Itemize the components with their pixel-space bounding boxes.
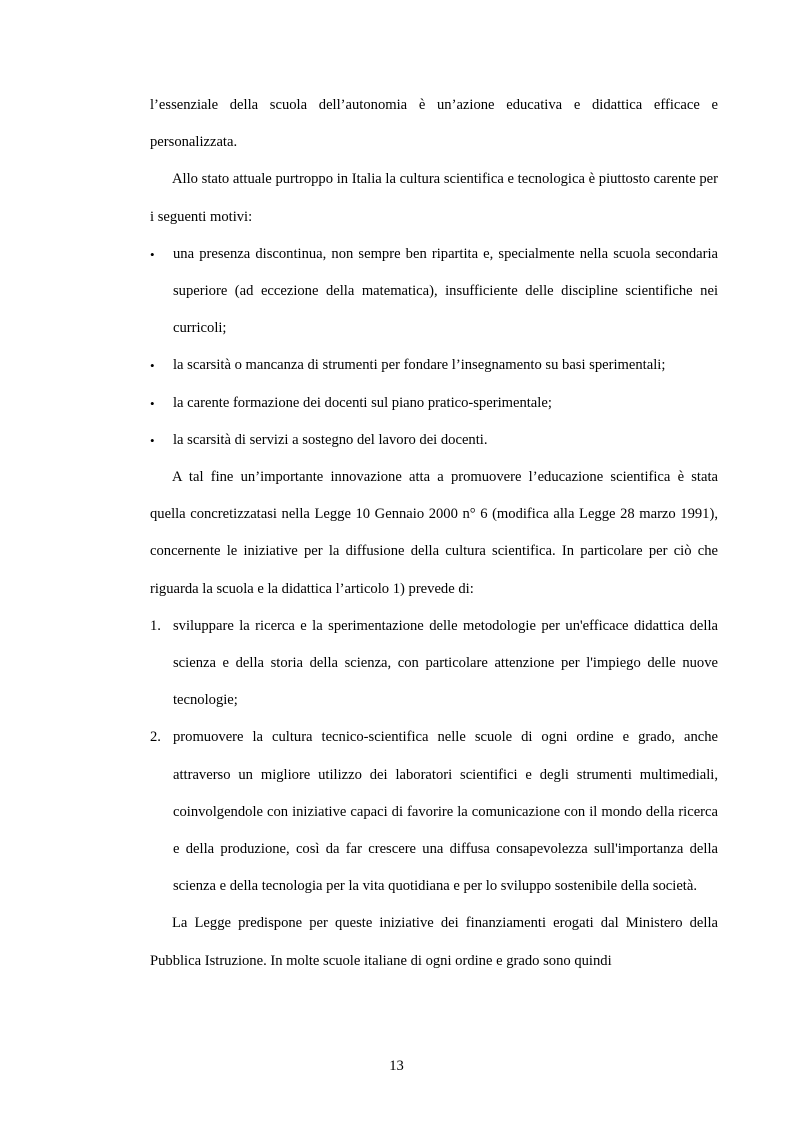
list-item [150, 422, 718, 459]
bullet-marker: • [150, 358, 155, 374]
bullet-marker: • [150, 246, 155, 262]
list-item [150, 608, 718, 720]
page-number: 13 [389, 1058, 404, 1074]
number-marker: 2. [150, 729, 161, 746]
list-item-text: la scarsità di servizi a sostegno del lavoro dei docenti. [173, 431, 488, 448]
page-body [150, 87, 718, 980]
list-item-text: sviluppare la ricerca e la sperimentazione delle metodologie per un'efficace didattica della scienza e della storia della scienza, con particolare attenzione per l'impiego delle nuove tecnologie; [173, 617, 718, 709]
paragraph-current-state: Allo stato attuale purtroppo in Italia la cultura scientifica e tecnologica è piuttosto carente per i seguenti motivi: [150, 171, 718, 225]
list-item-text: la carente formazione dei docenti sul piano pratico-sperimentale; [173, 394, 552, 411]
bullet-marker: • [150, 432, 155, 448]
list-item-text: la scarsità o mancanza di strumenti per fondare l’insegnamento su basi sperimentali; [173, 357, 666, 374]
paragraph-intro: l’essenziale della scuola dell’autonomia è un’azione educativa e didattica efficace e personalizzata. [150, 97, 718, 151]
paragraph-funding: La Legge predispone per queste iniziative dei finanziamenti erogati dal Ministero della Pubblica Istruzione. In molte scuole italiane di ogni ordine e grado sono quindi [150, 915, 718, 969]
numbered-list-objectives [150, 608, 718, 906]
list-item [150, 385, 718, 422]
bullet-list-reasons [150, 236, 718, 459]
list-item [150, 719, 718, 905]
paragraph-law: A tal fine un’importante innovazione atta a promuovere l’educazione scientifica è stata quella concretizzatasi nella Legge 10 Gennaio 2000 n° 6 (modifica alla Legge 28 marzo 1991), concernente le iniziative per la diffusione della cultura scientifica. In particolare per ciò che riguarda la scuola e la didattica l’articolo 1) prevede di: [150, 469, 718, 597]
bullet-marker: • [150, 395, 155, 411]
list-item [150, 347, 718, 384]
list-item [150, 236, 718, 348]
list-item-text: una presenza discontinua, non sempre ben ripartita e, specialmente nella scuola secondaria superiore (ad eccezione della matematica), insufficiente delle discipline scientifiche nei curricoli; [173, 245, 718, 337]
number-marker: 1. [150, 617, 161, 634]
list-item-text: promuovere la cultura tecnico-scientifica nelle scuole di ogni ordine e grado, anche attraverso un migliore utilizzo dei laboratori scientifici e degli strumenti multimediali, coinvolgendole con iniziative capaci di favorire la comunicazione con il mondo della ricerca e della produzione, così da far crescere una diffusa consapevolezza sull'importanza della scienza e della tecnologia per la vita quotidiana e per lo sviluppo sostenibile della società. [173, 729, 718, 895]
